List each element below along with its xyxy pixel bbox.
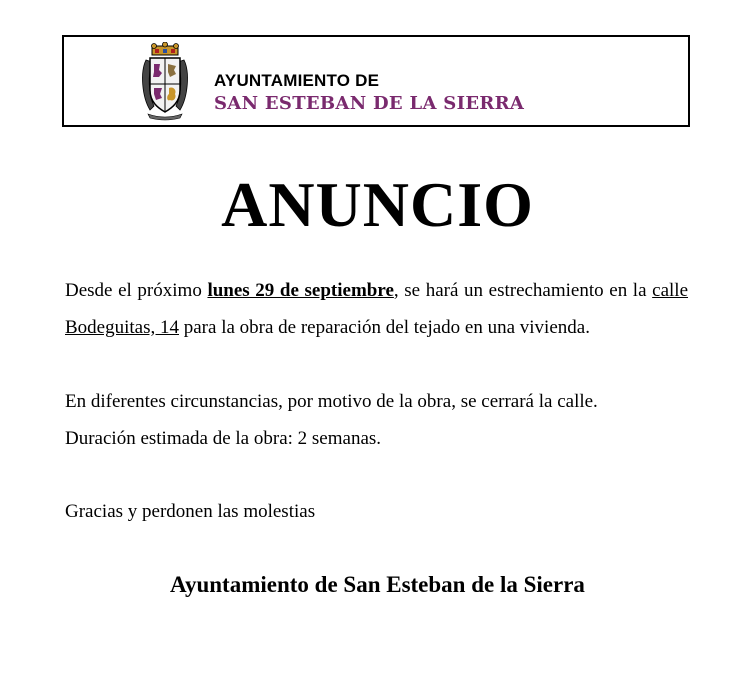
notice-date: lunes 29 de septiembre (207, 280, 394, 301)
notice-text-middle: , se hará un estrechamiento en la (393, 280, 653, 301)
notice-closure-line: En diferentes circunstancias, por motivo de la obra, se cerrará la calle. (65, 391, 598, 412)
signature: Ayuntamiento de San Esteban de la Sierra (170, 572, 585, 597)
org-name-line2: SAN ESTEBAN DE LA SIERRA (214, 93, 525, 114)
thanks-line: Gracias y perdonen las molestias (65, 501, 316, 522)
notice-text-end: para la obra de reparación del tejado en una vivienda. (179, 317, 590, 338)
org-name-line1: AYUNTAMIENTO DE (214, 71, 380, 90)
letterhead (62, 35, 690, 127)
notice-paragraph (65, 272, 688, 346)
coat-of-arms-icon (140, 42, 190, 122)
notice-duration-line: Duración estimada de la obra: 2 semanas. (65, 428, 382, 449)
notice-street: calle Bodeguitas, 14 (65, 280, 689, 338)
notice-text-start: Desde el próximo (65, 280, 208, 301)
page-title: ANUNCIO (221, 169, 534, 240)
